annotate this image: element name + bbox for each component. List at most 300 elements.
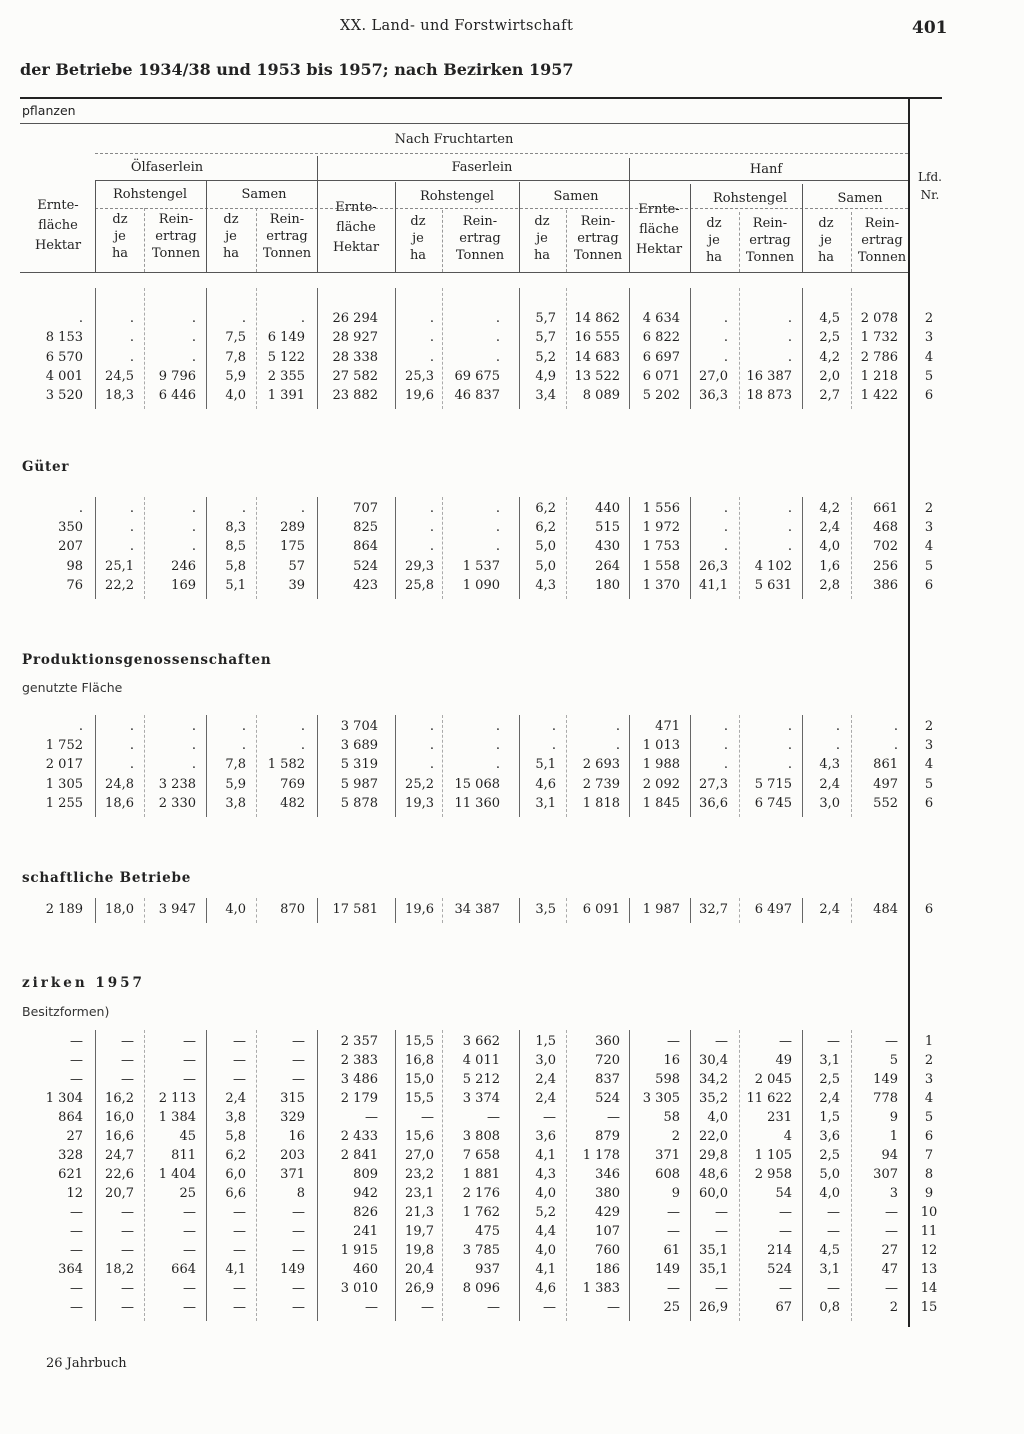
table-cell: 18 873 <box>746 388 792 403</box>
table-cell: . <box>78 311 83 327</box>
table-cell: 4,1 <box>225 1262 246 1277</box>
row-number: 12 <box>920 1243 938 1258</box>
table-cell: 4,2 <box>819 349 840 365</box>
table-cell: . <box>495 757 500 773</box>
table-cell: — <box>779 1224 792 1239</box>
table-cell: 8 <box>296 1186 305 1201</box>
table-cell: 864 <box>353 539 378 555</box>
table-cell: . <box>787 719 792 734</box>
table-cell: 1 422 <box>860 388 898 403</box>
table-cell: . <box>835 719 840 734</box>
table-cell: 2,4 <box>819 902 840 917</box>
table-cell: . <box>551 719 556 734</box>
table-cell: . <box>495 520 500 536</box>
table-cell: . <box>723 330 728 346</box>
table-cell: 2,5 <box>819 1148 840 1163</box>
table-cell: 3 520 <box>45 388 83 403</box>
row-number: 6 <box>924 388 934 403</box>
row-number: 4 <box>924 757 934 773</box>
hdr-vline <box>690 184 691 272</box>
table-cell: 707 <box>353 501 378 516</box>
table-cell: 15,5 <box>405 1091 434 1106</box>
table-cell: — <box>292 1281 305 1296</box>
table-cell: . <box>893 719 898 734</box>
table-cell: 29,8 <box>699 1148 728 1163</box>
table-cell: 3 238 <box>158 776 196 792</box>
table-cell: 364 <box>58 1262 83 1277</box>
table-cell: 28 927 <box>332 330 378 346</box>
table-cell: 1,5 <box>535 1034 556 1049</box>
table-cell: — <box>70 1072 83 1087</box>
table-cell: 34,2 <box>699 1072 728 1087</box>
table-cell: . <box>429 330 434 346</box>
table-cell: 39 <box>288 577 305 593</box>
table-cell: 2 176 <box>462 1186 500 1201</box>
table-cell: . <box>78 719 83 734</box>
table-cell: 1 753 <box>642 539 680 555</box>
table-cell: 6,2 <box>225 1148 246 1163</box>
table-cell: 9 <box>671 1186 680 1201</box>
header-dz-3: dz je ha <box>409 214 427 263</box>
row-number: 6 <box>924 902 934 917</box>
table-cell: — <box>121 1053 134 1068</box>
table-cell: — <box>233 1281 246 1296</box>
table-cell: — <box>233 1224 246 1239</box>
table-cell: — <box>885 1281 898 1296</box>
rule-under-sub-groups <box>95 208 908 209</box>
table-cell: 1 255 <box>45 795 83 811</box>
table-cell: 460 <box>353 1262 378 1277</box>
table-cell: — <box>233 1300 246 1315</box>
table-cell: 8 096 <box>462 1281 500 1296</box>
table-cell: . <box>241 738 246 754</box>
table-cell: 32,7 <box>699 902 728 917</box>
table-cell: 49 <box>775 1053 792 1068</box>
hdr-vline <box>206 180 207 272</box>
table-cell: 14 683 <box>574 349 620 365</box>
table-cell: 241 <box>353 1224 378 1239</box>
table-cell: 1,5 <box>819 1110 840 1125</box>
table-cell: 5,8 <box>225 1129 246 1144</box>
table-cell: 2 189 <box>45 902 83 917</box>
table-cell: 1 556 <box>642 501 680 516</box>
table-cell: . <box>191 520 196 536</box>
table-title: der Betriebe 1934/38 und 1953 bis 1957; nach Bezirken 1957 <box>20 60 574 79</box>
table-cell: — <box>421 1300 434 1315</box>
table-cell: 837 <box>595 1072 620 1087</box>
table-cell: 57 <box>288 558 305 574</box>
table-cell: 329 <box>280 1110 305 1125</box>
table-cell: 2,0 <box>819 368 840 384</box>
table-cell: 3,8 <box>225 795 246 811</box>
section-subtitle-bezirke: Besitzformen) <box>22 1004 110 1019</box>
table-cell: 1,6 <box>819 558 840 574</box>
table-cell: 4,0 <box>225 388 246 403</box>
table-cell: . <box>129 719 134 734</box>
table-cell: — <box>292 1034 305 1049</box>
table-cell: 13 522 <box>574 368 620 384</box>
table-cell: . <box>300 501 305 516</box>
row-number: 2 <box>924 501 934 516</box>
table-cell: . <box>429 311 434 327</box>
table-cell: 371 <box>280 1167 305 1182</box>
table-cell: 5,2 <box>535 1205 556 1220</box>
table-cell: 2 113 <box>158 1091 196 1106</box>
header-rein-1: Rein- ertrag Tonnen <box>151 212 201 261</box>
table-cell: 169 <box>171 577 196 593</box>
table-cell: 27,3 <box>699 776 728 792</box>
table-cell: 2 841 <box>340 1148 378 1163</box>
row-number: 4 <box>924 349 934 365</box>
header-rohstengel-2: Rohstengel <box>419 189 495 204</box>
table-cell: 3,6 <box>819 1129 840 1144</box>
table-cell: 4,1 <box>535 1262 556 1277</box>
table-cell: 20,7 <box>105 1186 134 1201</box>
table-cell: 1 818 <box>582 795 620 811</box>
table-cell: 17 581 <box>332 902 378 917</box>
table-cell: . <box>191 719 196 734</box>
hdr-vline <box>317 156 318 272</box>
table-cell: 497 <box>873 776 898 792</box>
row-number: 3 <box>924 520 934 536</box>
table-cell: 9 <box>889 1110 898 1125</box>
table-cell: 608 <box>655 1167 680 1182</box>
table-cell: 2 045 <box>754 1072 792 1087</box>
table-cell: 5,1 <box>225 577 246 593</box>
table-cell: 41,1 <box>699 577 728 593</box>
table-cell: 6 822 <box>642 330 680 346</box>
table-cell: — <box>121 1224 134 1239</box>
table-cell: — <box>715 1281 728 1296</box>
table-cell: 1 752 <box>45 738 83 754</box>
table-cell: 1 383 <box>582 1281 620 1296</box>
row-number: 15 <box>920 1300 938 1315</box>
table-cell: 3 689 <box>340 738 378 754</box>
rule-under-group <box>20 123 908 124</box>
table-cell: . <box>241 719 246 734</box>
table-cell: 175 <box>280 539 305 555</box>
table-cell: — <box>885 1224 898 1239</box>
table-cell: 24,8 <box>105 776 134 792</box>
table-cell: 4 102 <box>754 558 792 574</box>
table-cell: 149 <box>280 1262 305 1277</box>
table-cell: 5 122 <box>267 349 305 365</box>
table-cell: 307 <box>873 1167 898 1182</box>
table-cell: . <box>129 757 134 773</box>
table-cell: 4,6 <box>535 1281 556 1296</box>
table-cell: 46 837 <box>454 388 500 403</box>
table-cell: 1 305 <box>45 776 83 792</box>
table-cell: 2,7 <box>819 388 840 403</box>
table-cell: 4,5 <box>819 311 840 327</box>
table-cell: 1 582 <box>267 757 305 773</box>
row-number: 2 <box>924 719 934 734</box>
table-cell: — <box>292 1205 305 1220</box>
table-cell: . <box>129 738 134 754</box>
table-cell: 48,6 <box>699 1167 728 1182</box>
table-cell: 4,9 <box>535 368 556 384</box>
table-cell: 98 <box>66 558 83 574</box>
table-cell: — <box>183 1224 196 1239</box>
table-cell: 69 675 <box>454 368 500 384</box>
table-cell: 8 089 <box>582 388 620 403</box>
table-cell: 4,2 <box>819 501 840 516</box>
table-cell: — <box>183 1034 196 1049</box>
table-cell: 6,2 <box>535 501 556 516</box>
header-dz-6: dz je ha <box>817 216 835 265</box>
row-number: 3 <box>924 330 934 346</box>
table-cell: 4 <box>783 1129 792 1144</box>
table-cell: — <box>121 1243 134 1258</box>
table-cell: 27 <box>881 1243 898 1258</box>
table-cell: 256 <box>873 558 898 574</box>
table-cell: 769 <box>280 776 305 792</box>
hdr-vline <box>802 184 803 272</box>
header-dz-4: dz je ha <box>533 214 551 263</box>
table-cell: 35,2 <box>699 1091 728 1106</box>
table-cell: 27 <box>66 1129 83 1144</box>
page-footer: 26 Jahrbuch <box>46 1356 127 1371</box>
table-cell: 552 <box>873 795 898 811</box>
table-cell: 3,0 <box>819 795 840 811</box>
table-cell: 778 <box>873 1091 898 1106</box>
table-cell: . <box>723 757 728 773</box>
table-cell: 1 178 <box>582 1148 620 1163</box>
table-cell: . <box>495 719 500 734</box>
table-cell: . <box>723 501 728 516</box>
table-cell: 2 179 <box>340 1091 378 1106</box>
table-cell: 4,0 <box>535 1186 556 1201</box>
table-cell: 879 <box>595 1129 620 1144</box>
table-cell: 22,6 <box>105 1167 134 1182</box>
table-cell: 1 404 <box>158 1167 196 1182</box>
table-cell: . <box>129 539 134 555</box>
table-cell: 16 387 <box>746 368 792 384</box>
row-number: 5 <box>924 1110 934 1125</box>
table-cell: 30,4 <box>699 1053 728 1068</box>
table-cell: . <box>191 539 196 555</box>
hdr-vline <box>442 210 443 272</box>
table-cell: 6,2 <box>535 520 556 536</box>
table-cell: 3,1 <box>535 795 556 811</box>
row-number: 4 <box>924 539 934 555</box>
table-cell: 3 486 <box>340 1072 378 1087</box>
table-cell: — <box>779 1281 792 1296</box>
table-cell: 5,0 <box>819 1167 840 1182</box>
table-cell: — <box>183 1053 196 1068</box>
table-cell: 45 <box>179 1129 196 1144</box>
table-cell: . <box>893 738 898 754</box>
table-cell: 3,6 <box>535 1129 556 1144</box>
table-cell: 864 <box>58 1110 83 1125</box>
table-cell: 315 <box>280 1091 305 1106</box>
table-cell: 18,0 <box>105 902 134 917</box>
row-number: 8 <box>924 1167 934 1182</box>
table-cell: 1 915 <box>340 1243 378 1258</box>
table-cell: 3,4 <box>535 388 556 403</box>
table-cell: — <box>292 1053 305 1068</box>
table-cell: 3 010 <box>340 1281 378 1296</box>
table-cell: . <box>429 501 434 516</box>
row-number: 4 <box>924 1091 934 1106</box>
hdr-vline <box>95 180 96 272</box>
table-cell: 3 808 <box>462 1129 500 1144</box>
table-cell: 2 092 <box>642 776 680 792</box>
table-cell: 19,8 <box>405 1243 434 1258</box>
header-samen-3: Samen <box>837 191 883 206</box>
table-cell: 5 715 <box>754 776 792 792</box>
table-cell: 484 <box>873 902 898 917</box>
table-cell: 524 <box>767 1262 792 1277</box>
table-cell: 6 446 <box>158 388 196 403</box>
table-cell: . <box>129 349 134 365</box>
table-cell: 6 570 <box>45 349 83 365</box>
table-cell: 1 987 <box>642 902 680 917</box>
table-cell: 5 <box>889 1053 898 1068</box>
table-cell: 3,1 <box>819 1262 840 1277</box>
table-cell: . <box>787 501 792 516</box>
table-cell: 3 374 <box>462 1091 500 1106</box>
table-cell: 1 845 <box>642 795 680 811</box>
rule-under-super-header <box>95 153 908 154</box>
table-cell: 7,8 <box>225 349 246 365</box>
table-cell: 149 <box>873 1072 898 1087</box>
table-cell: — <box>183 1205 196 1220</box>
table-cell: 1 391 <box>267 388 305 403</box>
table-cell: — <box>827 1224 840 1239</box>
table-cell: 870 <box>280 902 305 917</box>
header-dz-5: dz je ha <box>705 216 723 265</box>
table-cell: 180 <box>595 577 620 593</box>
table-cell: 3,0 <box>535 1053 556 1068</box>
table-cell: 2,4 <box>225 1091 246 1106</box>
page-number: 401 <box>912 18 948 38</box>
table-cell: 76 <box>66 577 83 593</box>
table-cell: 4 634 <box>642 311 680 327</box>
table-cell: 15,0 <box>405 1072 434 1087</box>
table-cell: 482 <box>280 795 305 811</box>
table-cell: 2 786 <box>860 349 898 365</box>
table-cell: 8,5 <box>225 539 246 555</box>
table-cell: . <box>723 738 728 754</box>
table-cell: 5 987 <box>340 776 378 792</box>
table-cell: — <box>70 1034 83 1049</box>
section-subtitle-lpg: genutzte Fläche <box>22 680 123 695</box>
header-rein-5: Rein- ertrag Tonnen <box>745 216 795 265</box>
table-cell: 27,0 <box>699 368 728 384</box>
table-cell: 58 <box>663 1110 680 1125</box>
row-number: 10 <box>920 1205 938 1220</box>
table-cell: . <box>191 330 196 346</box>
table-cell: 598 <box>655 1072 680 1087</box>
table-cell: 2 739 <box>582 776 620 792</box>
table-cell: 1 972 <box>642 520 680 536</box>
table-cell: 207 <box>58 539 83 555</box>
table-cell: 2 <box>671 1129 680 1144</box>
table-cell: 27 582 <box>332 368 378 384</box>
table-cell: 29,3 <box>405 558 434 574</box>
table-cell: 26,3 <box>699 558 728 574</box>
table-cell: 4,0 <box>225 902 246 917</box>
header-rein-6: Rein- ertrag Tonnen <box>857 216 907 265</box>
table-cell: . <box>78 501 83 516</box>
table-cell: 3 785 <box>462 1243 500 1258</box>
table-cell: — <box>667 1281 680 1296</box>
table-cell: 423 <box>353 577 378 593</box>
table-cell: 4,0 <box>707 1110 728 1125</box>
table-cell: 246 <box>171 558 196 574</box>
table-cell: 1 384 <box>158 1110 196 1125</box>
table-cell: 21,3 <box>405 1205 434 1220</box>
table-cell: 67 <box>775 1300 792 1315</box>
table-cell: 16,0 <box>105 1110 134 1125</box>
header-rein-3: Rein- ertrag Tonnen <box>455 214 505 263</box>
table-cell: — <box>233 1205 246 1220</box>
table-cell: 5,8 <box>225 558 246 574</box>
table-cell: 16 <box>288 1129 305 1144</box>
table-cell: 350 <box>58 520 83 536</box>
table-cell: — <box>827 1281 840 1296</box>
section-title-volkseigene: schaftliche Betriebe <box>22 870 192 886</box>
table-cell: . <box>429 520 434 536</box>
lfd-nr-header: Lfd. Nr. <box>918 170 942 202</box>
table-cell: . <box>495 738 500 754</box>
table-cell: 1 013 <box>642 738 680 754</box>
table-cell: 2 078 <box>860 311 898 327</box>
table-cell: 1 218 <box>860 368 898 384</box>
table-cell: 2 017 <box>45 757 83 773</box>
table-cell: 231 <box>767 1110 792 1125</box>
header-erntefläche-3: Ernte- fläche Hektar <box>635 202 683 257</box>
table-cell: 4,3 <box>535 577 556 593</box>
table-cell: . <box>495 311 500 327</box>
table-cell: 7,8 <box>225 757 246 773</box>
table-cell: 5 212 <box>462 1072 500 1087</box>
row-number: 3 <box>924 738 934 754</box>
table-cell: 22,2 <box>105 577 134 593</box>
row-number: 1 <box>924 1034 934 1049</box>
table-cell: 5,9 <box>225 368 246 384</box>
table-cell: 825 <box>353 520 378 536</box>
table-cell: — <box>121 1205 134 1220</box>
table-cell: 475 <box>475 1224 500 1239</box>
table-cell: — <box>121 1072 134 1087</box>
table-cell: 12 <box>66 1186 83 1201</box>
table-cell: 23 882 <box>332 388 378 403</box>
table-cell: 702 <box>873 539 898 555</box>
table-cell: 1 988 <box>642 757 680 773</box>
table-cell: 4,3 <box>535 1167 556 1182</box>
table-cell: 360 <box>595 1034 620 1049</box>
table-cell: — <box>233 1072 246 1087</box>
table-cell: . <box>129 330 134 346</box>
row-number: 11 <box>920 1224 938 1239</box>
table-cell: . <box>429 738 434 754</box>
table-cell: — <box>715 1205 728 1220</box>
table-cell: . <box>495 330 500 346</box>
table-cell: 19,6 <box>405 388 434 403</box>
header-rohstengel-3: Rohstengel <box>712 191 788 206</box>
table-cell: . <box>615 738 620 754</box>
table-cell: 2,5 <box>819 330 840 346</box>
table-cell: 35,1 <box>699 1243 728 1258</box>
table-cell: . <box>429 719 434 734</box>
table-cell: — <box>827 1034 840 1049</box>
table-cell: 8 153 <box>45 330 83 346</box>
table-cell: . <box>495 501 500 516</box>
table-cell: 60,0 <box>699 1186 728 1201</box>
table-cell: 16 555 <box>574 330 620 346</box>
